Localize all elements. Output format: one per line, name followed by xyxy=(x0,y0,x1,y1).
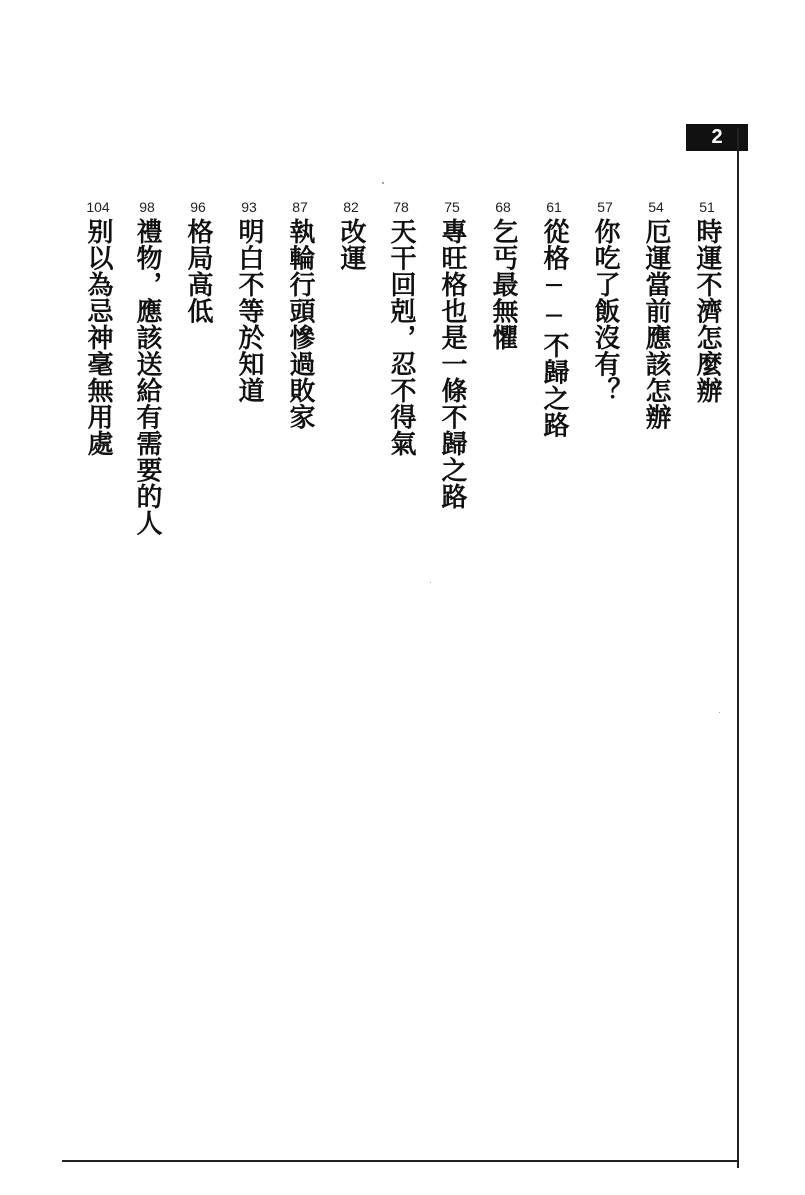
chapter-number-tab: 2 xyxy=(686,124,748,151)
toc-entry xyxy=(586,198,624,404)
entry-title: 天干回剋，忍不得氣 xyxy=(386,218,416,457)
entry-page-number: 75 xyxy=(444,199,460,215)
toc-entry xyxy=(281,198,319,430)
bottom-border-line xyxy=(62,1160,738,1162)
toc-entry xyxy=(230,198,268,404)
toc-entry xyxy=(128,198,166,536)
toc-entry xyxy=(688,198,726,404)
scan-speck xyxy=(430,582,431,583)
entry-title: 格局高低 xyxy=(183,218,213,324)
scan-speck xyxy=(382,182,384,184)
entry-page-number: 54 xyxy=(648,199,664,215)
toc-entry xyxy=(484,198,522,351)
toc-entry xyxy=(433,198,471,510)
toc-entry xyxy=(179,198,217,324)
entry-title: 明白不等於知道 xyxy=(234,218,264,404)
entry-page-number: 68 xyxy=(495,199,511,215)
entry-title: 改運 xyxy=(336,218,366,271)
entry-title: 你吃了飯沒有？ xyxy=(590,218,620,404)
entry-title: 時運不濟怎麼辦 xyxy=(692,218,722,404)
toc-entry xyxy=(382,198,420,457)
entry-page-number: 104 xyxy=(86,199,110,215)
entry-page-number: 93 xyxy=(241,199,257,215)
entry-page-number: 57 xyxy=(597,199,613,215)
right-border-line xyxy=(737,128,739,1168)
entry-page-number: 98 xyxy=(139,199,155,215)
entry-page-number: 78 xyxy=(393,199,409,215)
entry-title: 專旺格也是一條不歸之路 xyxy=(437,218,467,510)
toc-entry xyxy=(79,198,117,457)
entry-title: 别以為忌神毫無用處 xyxy=(83,218,113,457)
toc-entry xyxy=(637,198,675,430)
entry-page-number: 82 xyxy=(343,199,359,215)
entry-title: 執輪行頭慘過敗家 xyxy=(285,218,315,430)
entry-page-number: 51 xyxy=(699,199,715,215)
entry-page-number: 61 xyxy=(546,199,562,215)
toc-entry xyxy=(535,198,573,438)
scan-speck xyxy=(719,712,720,713)
entry-page-number: 87 xyxy=(292,199,308,215)
entry-title: 禮物，應該送給有需要的人 xyxy=(132,218,162,536)
entry-title: 從格──不歸之路 xyxy=(539,218,569,438)
toc-entry xyxy=(332,198,370,271)
entry-title: 乞丐最無懼 xyxy=(488,218,518,351)
entry-page-number: 96 xyxy=(190,199,206,215)
entry-title: 厄運當前應該怎辦 xyxy=(641,218,671,430)
